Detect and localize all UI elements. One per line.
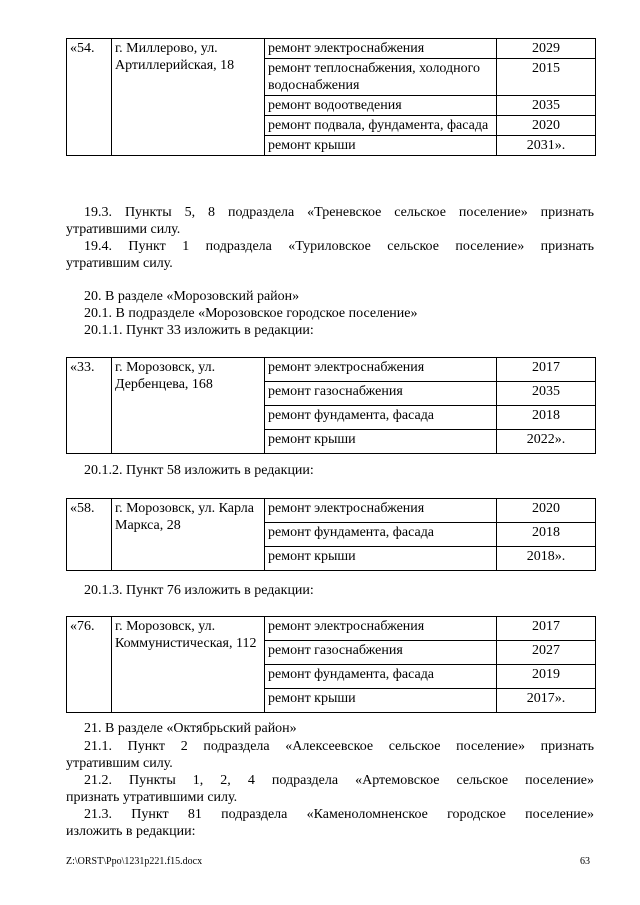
work-type: ремонт подвала, фундамента, фасада <box>265 116 497 136</box>
work-year: 2029 <box>497 39 596 59</box>
paragraph-20: 20. В разделе «Морозовский район» <box>84 289 300 304</box>
work-year: 2031». <box>497 136 596 156</box>
table-row <box>67 617 596 641</box>
paragraph-line: 19.3. Пункты 5, 8 подраздела «Треневское сельское поселение» признать <box>84 205 594 220</box>
paragraph-19-4 <box>66 238 594 272</box>
paragraph-21: 21. В разделе «Октябрьский район» <box>84 721 297 736</box>
paragraph-20-1-3: 20.1.3. Пункт 76 изложить в редакции: <box>84 583 314 598</box>
paragraph-21-2 <box>66 772 594 806</box>
paragraph-20-1-1: 20.1.1. Пункт 33 изложить в редакции: <box>84 323 314 338</box>
paragraph-21-1 <box>66 738 594 772</box>
work-year: 2017». <box>497 689 596 713</box>
paragraph-line: изложить в редакции: <box>66 824 196 839</box>
work-type: ремонт крыши <box>265 136 497 156</box>
work-type: ремонт фундамента, фасада <box>265 406 497 430</box>
work-year: 2017 <box>497 358 596 382</box>
work-type: ремонт теплоснабжения, холодного водоснабжения <box>265 59 497 96</box>
work-year: 2017 <box>497 617 596 641</box>
work-year: 2035 <box>497 382 596 406</box>
work-type: ремонт электроснабжения <box>265 39 497 59</box>
paragraph-line: утратившими силу. <box>66 222 181 237</box>
work-type: ремонт крыши <box>265 430 497 454</box>
work-type: ремонт крыши <box>265 547 497 571</box>
table-row <box>67 39 596 59</box>
footer-file-path: Z:\ORST\Ppo\1231p221.f15.docx <box>66 856 203 867</box>
paragraph-19-3 <box>66 204 594 238</box>
item-address: г. Миллерово, ул. Артиллерийская, 18 <box>112 39 265 156</box>
work-type: ремонт электроснабжения <box>265 617 497 641</box>
table-item-58 <box>66 498 596 571</box>
item-number: «76. <box>67 617 112 713</box>
paragraph-line: 21.2. Пункты 1, 2, 4 подраздела «Артемовское сельское поселение» <box>84 773 594 788</box>
work-year: 2027 <box>497 641 596 665</box>
work-type: ремонт газоснабжения <box>265 641 497 665</box>
paragraph-21-3 <box>66 806 594 840</box>
item-address: г. Морозовск, ул. Карла Маркса, 28 <box>112 499 265 571</box>
page-number: 63 <box>580 856 590 867</box>
item-number: «54. <box>67 39 112 156</box>
table-item-33 <box>66 357 596 454</box>
work-type: ремонт водоотведения <box>265 96 497 116</box>
table-item-76 <box>66 616 596 713</box>
work-year: 2019 <box>497 665 596 689</box>
work-year: 2018 <box>497 523 596 547</box>
paragraph-line: 19.4. Пункт 1 подраздела «Туриловское сельское поселение» признать <box>84 239 594 254</box>
item-address: г. Морозовск, ул. Коммунистическая, 112 <box>112 617 265 713</box>
paragraph-20-1: 20.1. В подразделе «Морозовское городское поселение» <box>84 306 418 321</box>
work-type: ремонт фундамента, фасада <box>265 665 497 689</box>
paragraph-line: утратившим силу. <box>66 756 173 771</box>
item-number: «58. <box>67 499 112 571</box>
work-year: 2015 <box>497 59 596 96</box>
work-year: 2018 <box>497 406 596 430</box>
paragraph-line: 21.1. Пункт 2 подраздела «Алексеевское сельское поселение» признать <box>84 739 594 754</box>
work-year: 2035 <box>497 96 596 116</box>
work-year: 2022». <box>497 430 596 454</box>
work-type: ремонт электроснабжения <box>265 499 497 523</box>
work-type: ремонт газоснабжения <box>265 382 497 406</box>
paragraph-line: признать утратившими силу. <box>66 790 238 805</box>
item-address: г. Морозовск, ул. Дербенцева, 168 <box>112 358 265 454</box>
table-row <box>67 358 596 382</box>
paragraph-20-1-2: 20.1.2. Пункт 58 изложить в редакции: <box>84 463 314 478</box>
paragraph-line: 21.3. Пункт 81 подраздела «Каменоломненское городское поселение» <box>84 807 594 822</box>
work-year: 2020 <box>497 116 596 136</box>
table-item-54 <box>66 38 596 156</box>
paragraph-line: утратившим силу. <box>66 256 173 271</box>
work-type: ремонт крыши <box>265 689 497 713</box>
work-type: ремонт фундамента, фасада <box>265 523 497 547</box>
work-year: 2020 <box>497 499 596 523</box>
work-year: 2018». <box>497 547 596 571</box>
work-type: ремонт электроснабжения <box>265 358 497 382</box>
table-row <box>67 499 596 523</box>
item-number: «33. <box>67 358 112 454</box>
